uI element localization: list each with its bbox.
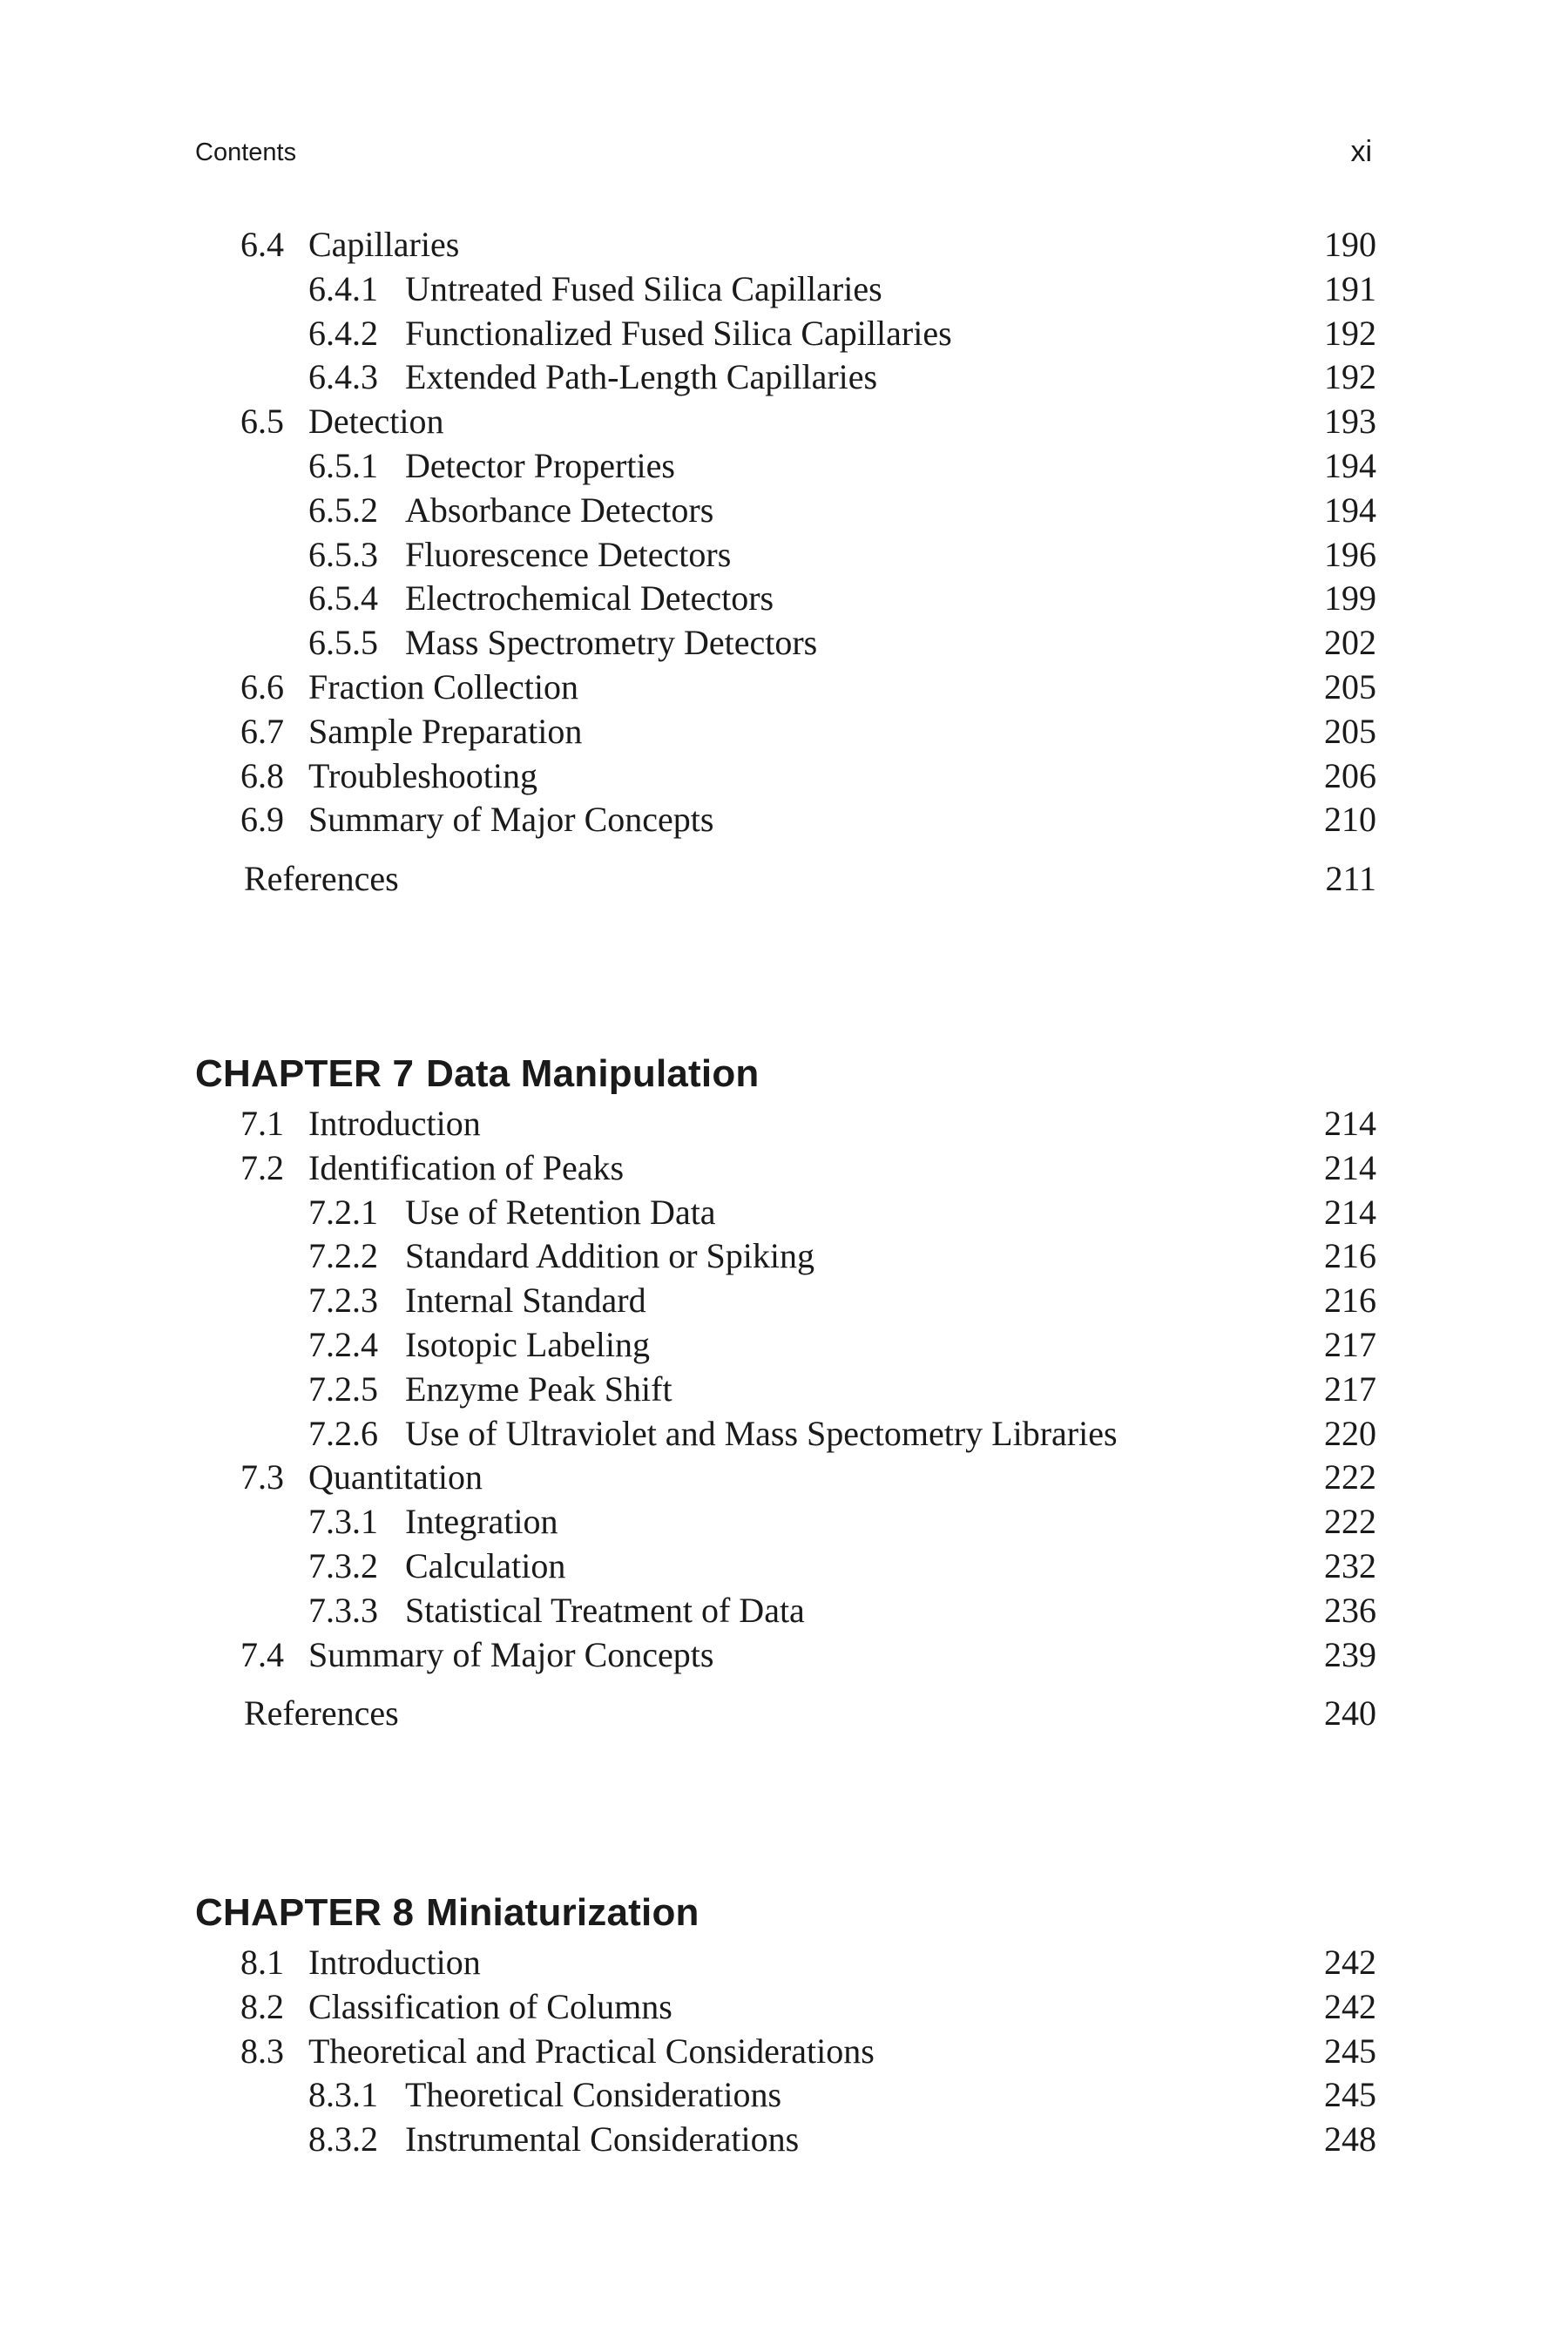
- toc-entry-title: Classification of Columns: [308, 1986, 672, 2026]
- toc-entry-number: 7.2.1: [308, 1192, 378, 1232]
- toc-subsection-entry[interactable]: [195, 577, 1376, 621]
- toc-entry-number: 6.9: [240, 800, 284, 840]
- toc-subsection-entry[interactable]: [195, 267, 1376, 312]
- toc-entry-page: 242: [1324, 1986, 1376, 2026]
- toc-entry-title: Instrumental Considerations: [405, 2119, 800, 2159]
- toc-entry-title: Use of Retention Data: [405, 1192, 716, 1232]
- toc-entry-page: 232: [1324, 1545, 1376, 1585]
- toc-entry-number: 6.4.3: [308, 357, 378, 397]
- toc-entry-list: [195, 1941, 1376, 2162]
- chapter-title: Data Manipulation: [426, 1052, 760, 1095]
- toc-section-entry[interactable]: [195, 2030, 1376, 2074]
- toc-entry-title: Use of Ultraviolet and Mass Spectometry Libraries: [405, 1413, 1118, 1453]
- toc-entry-page: 217: [1324, 1324, 1376, 1364]
- toc-entry-page: 240: [1324, 1693, 1376, 1734]
- toc-entry-title: Capillaries: [308, 225, 460, 264]
- toc-section-entry[interactable]: [195, 710, 1376, 754]
- toc-entry-title: Untreated Fused Silica Capillaries: [405, 268, 882, 308]
- toc-section-entry[interactable]: [195, 1941, 1376, 1985]
- toc-subsection-entry[interactable]: [195, 1279, 1376, 1323]
- toc-entry-page: 214: [1324, 1192, 1376, 1232]
- toc-entry-title: Detector Properties: [405, 445, 675, 485]
- toc-entry-page: 216: [1324, 1236, 1376, 1276]
- toc-entry-number: 6.5: [240, 402, 284, 442]
- toc-section-entry[interactable]: [195, 1633, 1376, 1678]
- toc-references[interactable]: [195, 857, 1376, 902]
- toc-entry-title: Theoretical Considerations: [405, 2075, 782, 2115]
- chapter-label: CHAPTER 7: [195, 1052, 415, 1095]
- toc-section-entry[interactable]: [195, 223, 1376, 267]
- toc-entry-title: Electrochemical Detectors: [405, 578, 774, 618]
- toc-entry-page: 222: [1324, 1502, 1376, 1542]
- toc-entry-number: 8.3.2: [308, 2119, 378, 2159]
- toc-entry-page: 193: [1324, 402, 1376, 442]
- toc-entry-title: Functionalized Fused Silica Capillaries: [405, 313, 952, 353]
- toc-entry-page: 196: [1324, 534, 1376, 574]
- chapter-label: CHAPTER 8: [195, 1891, 415, 1934]
- toc-subsection-entry[interactable]: [195, 1191, 1376, 1235]
- toc-entry-page: 199: [1324, 578, 1376, 618]
- toc-entry-number: 8.3.1: [308, 2075, 378, 2115]
- toc-entry-title: Standard Addition or Spiking: [405, 1236, 814, 1276]
- toc-entry-title: Mass Spectrometry Detectors: [405, 623, 818, 663]
- toc-entry-title: Isotopic Labeling: [405, 1324, 651, 1364]
- toc-entry-number: 6.5.2: [308, 490, 378, 530]
- toc-entry-page: 194: [1324, 490, 1376, 530]
- toc-subsection-entry[interactable]: [195, 533, 1376, 578]
- toc-entry-title: Internal Standard: [405, 1281, 646, 1321]
- toc-entry-page: 211: [1325, 859, 1376, 899]
- toc-section-6-continued: [195, 223, 1376, 902]
- toc-entry-number: 6.5.5: [308, 623, 378, 663]
- toc-subsection-entry[interactable]: [195, 1323, 1376, 1368]
- toc-entry-number: 6.4.1: [308, 268, 378, 308]
- toc-entry-number: 6.5.4: [308, 578, 378, 618]
- toc-entry-page: 217: [1324, 1369, 1376, 1409]
- toc-entry-number: 6.7: [240, 711, 284, 751]
- toc-entry-title: Identification of Peaks: [308, 1147, 625, 1187]
- chapter-heading[interactable]: [195, 1887, 1376, 1939]
- toc-subsection-entry[interactable]: [195, 355, 1376, 400]
- toc-entry-page: 205: [1324, 666, 1376, 706]
- page-number: xi: [1350, 135, 1372, 168]
- toc-entry-title: Summary of Major Concepts: [308, 800, 714, 840]
- toc-entry-page: 245: [1324, 2075, 1376, 2115]
- running-title: Contents: [195, 139, 297, 166]
- toc-entry-number: 6.4.2: [308, 313, 378, 353]
- toc-section-entry[interactable]: [195, 666, 1376, 710]
- toc-entry-page: 210: [1324, 800, 1376, 840]
- toc-subsection-entry[interactable]: [195, 2118, 1376, 2162]
- toc-entry-title: Fraction Collection: [308, 666, 578, 706]
- toc-entry-page: 222: [1324, 1457, 1376, 1497]
- running-header: [195, 135, 1375, 170]
- toc-entry-title: Detection: [308, 402, 444, 442]
- toc-subsection-entry[interactable]: [195, 1234, 1376, 1279]
- toc-entry-number: 7.4: [240, 1634, 284, 1674]
- toc-subsection-entry[interactable]: [195, 621, 1376, 666]
- toc-entry-page: 202: [1324, 623, 1376, 663]
- toc-entry-title: Quantitation: [308, 1457, 483, 1497]
- toc-entry-list: [195, 1102, 1376, 1677]
- toc-entry-title: Integration: [405, 1502, 558, 1542]
- toc-entry-title: Theoretical and Practical Considerations: [308, 2031, 875, 2071]
- toc-entry-number: 6.6: [240, 666, 284, 706]
- toc-entry-number: 7.2.6: [308, 1413, 378, 1453]
- toc-entry-number: 6.5.3: [308, 534, 378, 574]
- toc-section-entry[interactable]: [195, 1102, 1376, 1146]
- toc-entry-list: [195, 223, 1376, 842]
- toc-subsection-entry[interactable]: [195, 489, 1376, 533]
- toc-subsection-entry[interactable]: [195, 1412, 1376, 1456]
- toc-entry-title: References: [244, 859, 399, 899]
- toc-entry-number: 7.2.4: [308, 1324, 378, 1364]
- toc-chapter-8: [195, 1887, 1376, 2162]
- toc-chapter-7: [195, 1048, 1376, 1736]
- toc-subsection-entry[interactable]: [195, 2073, 1376, 2118]
- toc-entry-number: 6.5.1: [308, 445, 378, 485]
- toc-entry-page: 192: [1324, 313, 1376, 353]
- toc-entry-title: Absorbance Detectors: [405, 490, 714, 530]
- toc-entry-page: 248: [1324, 2119, 1376, 2159]
- toc-entry-number: 7.3.2: [308, 1545, 378, 1585]
- toc-entry-page: 190: [1324, 225, 1376, 264]
- toc-references[interactable]: [195, 1692, 1376, 1736]
- toc-entry-page: 194: [1324, 445, 1376, 485]
- toc-entry-number: 7.1: [240, 1104, 284, 1143]
- toc-subsection-entry[interactable]: [195, 312, 1376, 356]
- chapter-heading[interactable]: [195, 1048, 1376, 1100]
- toc-entry-title: Introduction: [308, 1104, 481, 1143]
- toc-entry-number: 8.3: [240, 2031, 284, 2071]
- chapter-title: Miniaturization: [426, 1891, 700, 1934]
- toc-subsection-entry[interactable]: [195, 1544, 1376, 1589]
- toc-entry-number: 7.3: [240, 1457, 284, 1497]
- toc-entry-title: Summary of Major Concepts: [308, 1634, 714, 1674]
- toc-section-entry[interactable]: [195, 798, 1376, 842]
- toc-entry-number: 7.3.3: [308, 1590, 378, 1630]
- toc-entry-page: 242: [1324, 1943, 1376, 1982]
- toc-entry-page: 239: [1324, 1634, 1376, 1674]
- toc-section-entry[interactable]: [195, 1146, 1376, 1191]
- toc-entry-page: 245: [1324, 2031, 1376, 2071]
- toc-entry-number: 7.2: [240, 1147, 284, 1187]
- toc-entry-number: 7.2.2: [308, 1236, 378, 1276]
- toc-entry-title: Fluorescence Detectors: [405, 534, 732, 574]
- toc-section-entry[interactable]: [195, 1456, 1376, 1500]
- toc-section-entry[interactable]: [195, 400, 1376, 444]
- toc-entry-title: Extended Path-Length Capillaries: [405, 357, 878, 397]
- toc-entry-title: Introduction: [308, 1943, 481, 1982]
- toc-entry-title: Sample Preparation: [308, 711, 583, 751]
- toc-entry-title: Statistical Treatment of Data: [405, 1590, 805, 1630]
- toc-section-entry[interactable]: [195, 1985, 1376, 2030]
- toc-subsection-entry[interactable]: [195, 444, 1376, 489]
- toc-entry-number: 7.3.1: [308, 1502, 378, 1542]
- toc-subsection-entry[interactable]: [195, 1500, 1376, 1544]
- toc-entry-page: 220: [1324, 1413, 1376, 1453]
- toc-entry-number: 6.8: [240, 755, 284, 795]
- toc-subsection-entry[interactable]: [195, 1368, 1376, 1412]
- toc-entry-number: 6.4: [240, 225, 284, 264]
- toc-entry-number: 8.1: [240, 1943, 284, 1982]
- toc-entry-title: References: [244, 1693, 399, 1734]
- toc-subsection-entry[interactable]: [195, 1589, 1376, 1633]
- toc-entry-page: 214: [1324, 1104, 1376, 1143]
- toc-entry-number: 7.2.5: [308, 1369, 378, 1409]
- toc-entry-number: 7.2.3: [308, 1281, 378, 1321]
- toc-entry-title: Troubleshooting: [308, 755, 538, 795]
- toc-entry-page: 191: [1324, 268, 1376, 308]
- toc-entry-page: 206: [1324, 755, 1376, 795]
- toc-entry-page: 216: [1324, 1281, 1376, 1321]
- toc-entry-page: 192: [1324, 357, 1376, 397]
- toc-entry-number: 8.2: [240, 1986, 284, 2026]
- toc-entry-page: 236: [1324, 1590, 1376, 1630]
- toc-entry-page: 214: [1324, 1147, 1376, 1187]
- toc-section-entry[interactable]: [195, 754, 1376, 799]
- toc-entry-title: Enzyme Peak Shift: [405, 1369, 672, 1409]
- toc-entry-page: 205: [1324, 711, 1376, 751]
- toc-entry-title: Calculation: [405, 1545, 566, 1585]
